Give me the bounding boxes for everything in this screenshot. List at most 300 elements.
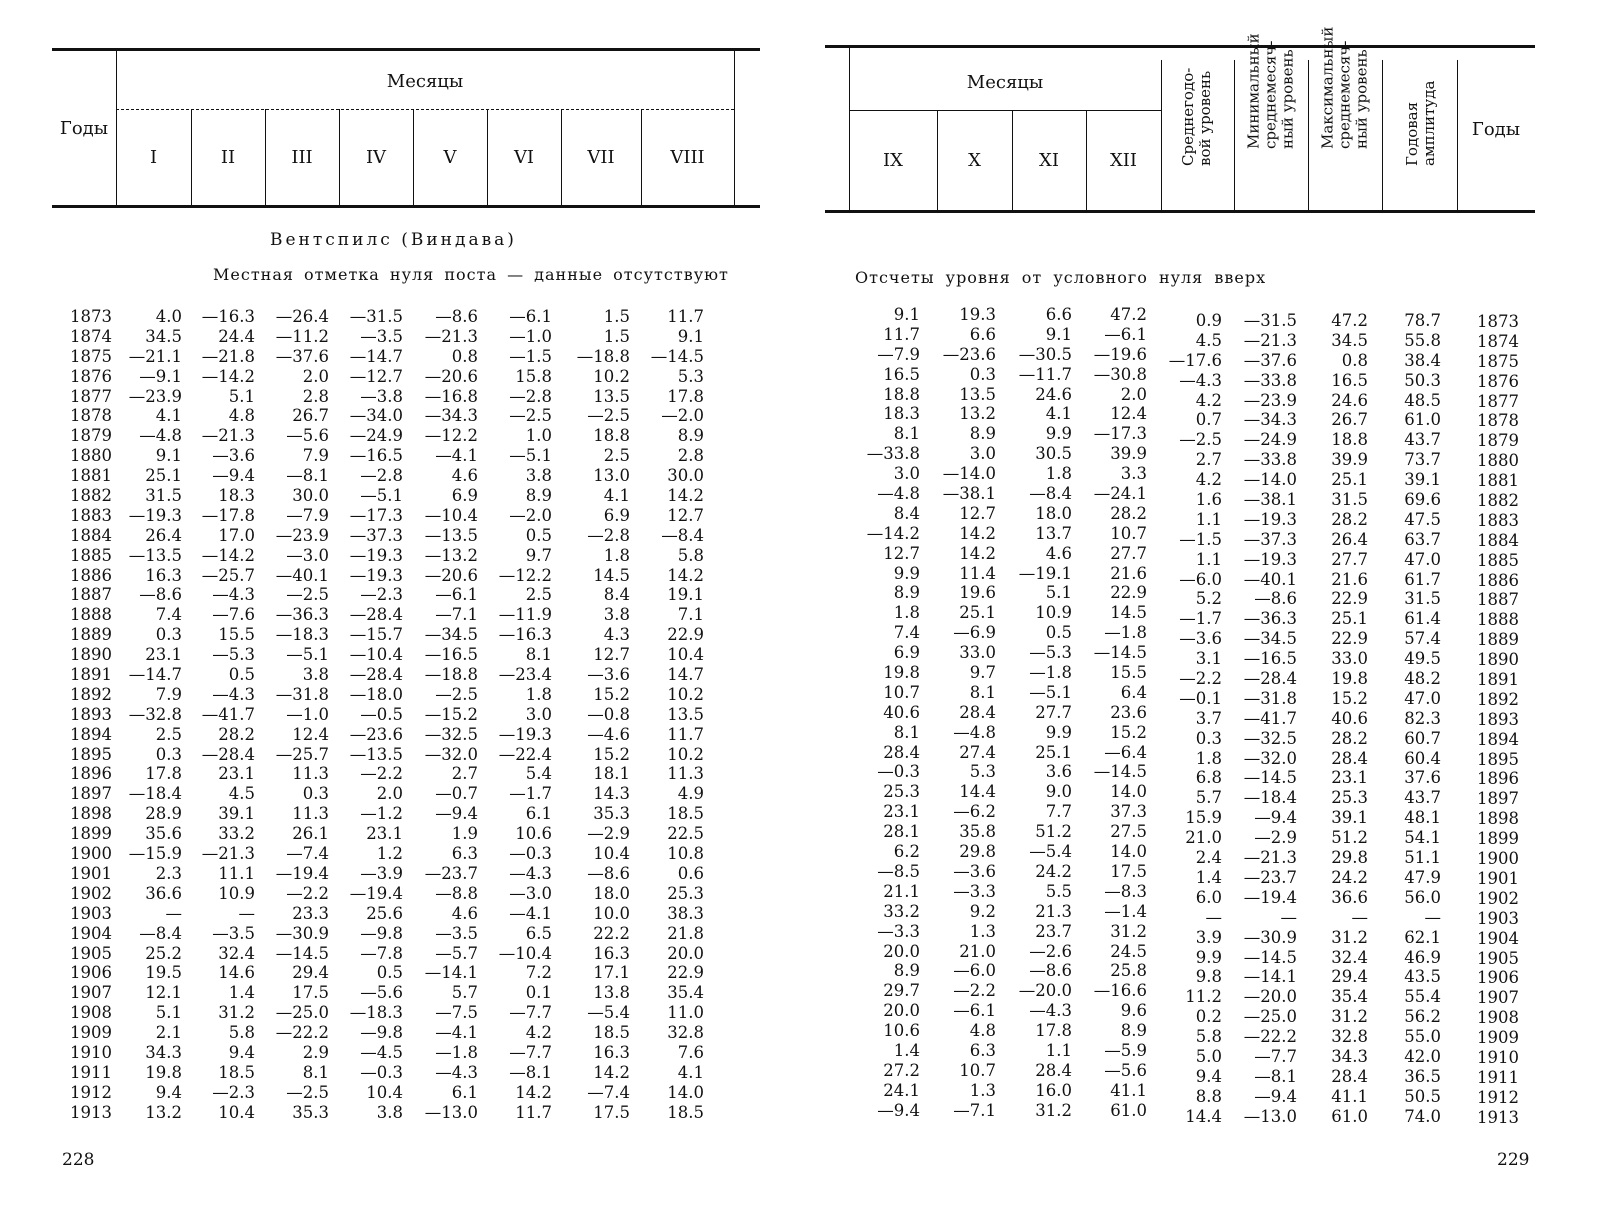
value-cell: 18.3 <box>218 486 255 506</box>
value-cell: —23.9 <box>128 386 182 406</box>
value-cell: 0.2 <box>1195 1007 1222 1027</box>
value-cell: 12.7 <box>593 645 630 665</box>
value-cell: —37.3 <box>1243 529 1297 549</box>
value-cell: 8.1 <box>302 1062 329 1082</box>
value-cell: 60.7 <box>1404 728 1441 748</box>
value-cell: —32.8 <box>128 704 182 724</box>
value-cell: 4.3 <box>603 625 630 645</box>
value-cell: —0.7 <box>435 784 478 804</box>
value-cell: 1.5 <box>603 326 630 346</box>
value-cell: —17.3 <box>1093 424 1147 444</box>
value-cell: —38.1 <box>1243 490 1297 510</box>
table-row <box>70 645 710 665</box>
table-row <box>70 884 710 904</box>
value-cell: 32.8 <box>667 1023 704 1043</box>
value-cell: 26.7 <box>1331 410 1368 430</box>
value-cell: —7.4 <box>286 844 329 864</box>
value-cell: 4.1 <box>677 1062 704 1082</box>
value-cell: —15.2 <box>424 704 478 724</box>
value-cell: 49.5 <box>1404 649 1441 669</box>
value-cell: 10.2 <box>667 744 704 764</box>
value-cell: 9.4 <box>228 1042 255 1062</box>
value-cell: 5.8 <box>228 1023 255 1043</box>
value-cell: —33.8 <box>866 444 920 464</box>
value-cell: —31.5 <box>1243 311 1297 330</box>
table-row <box>850 503 1550 530</box>
value-cell: —5.3 <box>1029 643 1072 663</box>
value-cell: —13.5 <box>349 744 403 764</box>
value-cell: —4.8 <box>953 722 996 742</box>
value-cell: 24.2 <box>1331 867 1368 887</box>
value-cell: —16.5 <box>424 645 478 665</box>
value-cell: —5.3 <box>212 645 255 665</box>
value-cell: 36.6 <box>1331 887 1368 907</box>
value-cell: —7.1 <box>435 605 478 625</box>
value-cell: 5.2 <box>1195 589 1222 609</box>
value-cell: 27.2 <box>883 1060 920 1080</box>
value-cell: 21.8 <box>667 923 704 943</box>
year-cell: 1885 <box>1477 550 1519 570</box>
value-cell: 1.5 <box>603 307 630 326</box>
value-cell: 7.4 <box>893 623 920 643</box>
value-cell: 5.4 <box>525 764 552 784</box>
table-row <box>70 764 710 784</box>
value-cell: 1.9 <box>451 824 478 844</box>
month-header-VI: VI <box>513 146 535 168</box>
amplitude-header: Годовая амплитуда <box>1403 80 1438 166</box>
value-cell: 23.3 <box>292 903 329 923</box>
table-row <box>70 725 710 745</box>
value-cell: —7.5 <box>435 1003 478 1023</box>
value-cell: 11.3 <box>667 764 704 784</box>
value-cell: 25.1 <box>145 466 182 486</box>
value-cell: —19.3 <box>1243 549 1297 569</box>
table-row <box>70 546 710 566</box>
value-cell: 0.5 <box>376 963 403 983</box>
value-cell: 24.2 <box>1035 861 1072 881</box>
value-cell: 11.7 <box>883 324 920 344</box>
value-cell: 15.2 <box>593 684 630 704</box>
value-cell: 5.1 <box>228 386 255 406</box>
value-cell: 43.5 <box>1404 967 1441 987</box>
year-cell: 1911 <box>70 1062 112 1082</box>
value-cell: 18.8 <box>883 384 920 404</box>
value-cell: 14.0 <box>667 1082 704 1102</box>
value-cell: 2.0 <box>1120 384 1147 404</box>
value-cell: 13.5 <box>667 704 704 724</box>
value-cell: —6.1 <box>953 1001 996 1021</box>
value-cell: —28.4 <box>349 605 403 625</box>
year-cell: 1890 <box>1477 650 1519 670</box>
month-header-III: III <box>291 146 313 168</box>
value-cell: —23.4 <box>498 665 552 685</box>
value-cell: 9.4 <box>155 1082 182 1102</box>
value-cell: 24.5 <box>1110 941 1147 961</box>
value-cell: 12.7 <box>959 503 996 523</box>
value-cell: —6.1 <box>1104 324 1147 344</box>
year-cell: 1909 <box>70 1023 112 1043</box>
value-cell: 5.8 <box>1195 1027 1222 1047</box>
value-cell: 28.2 <box>1331 728 1368 748</box>
value-cell: 54.1 <box>1404 828 1441 848</box>
value-cell: —18.8 <box>576 346 630 366</box>
value-cell: 8.4 <box>603 585 630 605</box>
value-cell: —7.7 <box>509 1003 552 1023</box>
table-row <box>70 1083 710 1103</box>
year-cell: 1902 <box>70 883 112 903</box>
value-cell: —3.6 <box>1179 629 1222 649</box>
value-cell: 14.2 <box>593 1062 630 1082</box>
table-row <box>70 804 710 824</box>
value-cell: —15.9 <box>128 844 182 864</box>
value-cell: —21.3 <box>1243 330 1297 350</box>
value-cell: 10.6 <box>515 824 552 844</box>
value-cell: —8.1 <box>286 466 329 486</box>
value-cell: 14.5 <box>593 565 630 585</box>
value-cell: —18.4 <box>1243 788 1297 808</box>
year-cell: 1881 <box>70 466 112 486</box>
value-cell: 55.8 <box>1404 330 1441 350</box>
value-cell: —14.5 <box>1093 643 1147 663</box>
value-cell: 73.7 <box>1404 450 1441 470</box>
value-cell: —5.6 <box>1104 1060 1147 1080</box>
table-row <box>850 1001 1550 1028</box>
value-cell: 2.9 <box>302 1042 329 1062</box>
value-cell: —17.8 <box>201 505 255 525</box>
value-cell: 11.1 <box>218 863 255 883</box>
value-cell: —8.6 <box>139 585 182 605</box>
value-cell: 0.1 <box>525 983 552 1003</box>
value-cell: —4.5 <box>360 1042 403 1062</box>
year-cell: 1905 <box>1477 948 1519 968</box>
value-cell: 23.1 <box>883 802 920 822</box>
value-cell: 1.1 <box>1195 549 1222 569</box>
value-cell: —5.1 <box>1029 682 1072 702</box>
value-cell: —34.5 <box>424 625 478 645</box>
min-level-header: Минимальный среднемесяч- ный уровень <box>1244 33 1297 149</box>
value-cell: —19.3 <box>349 545 403 565</box>
table-row <box>70 705 710 725</box>
value-cell: 2.7 <box>451 764 478 784</box>
value-cell: 36.6 <box>145 883 182 903</box>
value-cell: 6.3 <box>451 844 478 864</box>
value-cell: 2.0 <box>302 366 329 386</box>
year-cell: 1876 <box>70 366 112 386</box>
year-cell: 1898 <box>1477 809 1519 829</box>
value-cell: —8.8 <box>435 883 478 903</box>
value-cell: —12.2 <box>424 426 478 446</box>
value-cell: —22.2 <box>1243 1027 1297 1047</box>
value-cell: 4.1 <box>1045 404 1072 424</box>
value-cell: 14.3 <box>593 784 630 804</box>
value-cell: —9.8 <box>360 923 403 943</box>
months-header: Месяцы <box>386 71 464 92</box>
value-cell: —3.8 <box>360 386 403 406</box>
value-cell: 0.3 <box>302 784 329 804</box>
value-cell: 35.3 <box>593 804 630 824</box>
year-cell: 1878 <box>70 406 112 426</box>
value-cell: —17.6 <box>1168 350 1222 370</box>
value-cell: —19.4 <box>349 883 403 903</box>
value-cell: —26.4 <box>275 307 329 326</box>
year-cell: 1883 <box>1477 510 1519 530</box>
value-cell: —23.9 <box>275 525 329 545</box>
max-level-header: Максимальный среднемесяч- ный уровень <box>1318 26 1371 149</box>
year-cell: 1876 <box>1477 371 1519 391</box>
value-cell: 20.0 <box>883 1001 920 1021</box>
table-row <box>70 1063 710 1083</box>
value-cell: 23.6 <box>1110 702 1147 722</box>
value-cell: —10.4 <box>424 505 478 525</box>
value-cell: —25.7 <box>201 565 255 585</box>
value-cell: 19.3 <box>959 305 996 324</box>
value-cell: —8.4 <box>139 923 182 943</box>
value-cell: 18.1 <box>593 764 630 784</box>
year-cell: 1886 <box>1477 570 1519 590</box>
value-cell: 21.1 <box>883 881 920 901</box>
value-cell: 8.1 <box>525 645 552 665</box>
value-cell: —3.9 <box>360 863 403 883</box>
year-cell: 1908 <box>70 1003 112 1023</box>
value-cell: —14.5 <box>275 943 329 963</box>
value-cell: 21.3 <box>1035 901 1072 921</box>
value-cell: —11.7 <box>1018 364 1072 384</box>
value-cell: 23.1 <box>218 764 255 784</box>
value-cell: 15.2 <box>593 744 630 764</box>
year-cell: 1881 <box>1477 471 1519 491</box>
value-cell: 14.4 <box>1185 1106 1222 1126</box>
value-cell: —34.3 <box>424 406 478 426</box>
table-row <box>850 1021 1550 1048</box>
value-cell: 9.9 <box>1195 947 1222 967</box>
value-cell: 28.9 <box>145 804 182 824</box>
value-cell: —23.6 <box>942 344 996 364</box>
value-cell: 4.2 <box>1195 470 1222 490</box>
value-cell: 24.4 <box>218 326 255 346</box>
table-row <box>850 981 1550 1008</box>
value-cell: 18.5 <box>667 804 704 824</box>
value-cell: —4.3 <box>1179 370 1222 390</box>
table-row <box>70 1043 710 1063</box>
value-cell: 22.9 <box>667 963 704 983</box>
value-cell: —9.4 <box>1254 808 1297 828</box>
value-cell: —14.2 <box>201 366 255 386</box>
value-cell: —36.3 <box>1243 609 1297 629</box>
value-cell: 39.1 <box>1404 470 1441 490</box>
value-cell: 3.1 <box>1195 649 1222 669</box>
value-cell: 6.1 <box>451 1082 478 1102</box>
value-cell: —14.2 <box>201 545 255 565</box>
value-cell: 9.6 <box>1120 1001 1147 1021</box>
value-cell: 28.4 <box>1331 1066 1368 1086</box>
year-cell: 1886 <box>70 565 112 585</box>
page-number: 228 <box>62 1150 95 1170</box>
value-cell: 40.6 <box>883 702 920 722</box>
table-row <box>850 484 1550 511</box>
year-cell: 1892 <box>1477 689 1519 709</box>
table-row <box>850 742 1550 769</box>
value-cell: —2.5 <box>435 684 478 704</box>
value-cell: 28.4 <box>1035 1060 1072 1080</box>
value-cell: —14.5 <box>650 346 704 366</box>
value-cell: 21.0 <box>1185 828 1222 848</box>
value-cell: 7.7 <box>1045 802 1072 822</box>
value-cell: —16.5 <box>349 446 403 466</box>
value-cell: 35.4 <box>1331 987 1368 1007</box>
value-cell: —21.3 <box>201 426 255 446</box>
value-cell: 34.3 <box>145 1042 182 1062</box>
value-cell: 2.3 <box>155 863 182 883</box>
value-cell: 29.4 <box>292 963 329 983</box>
value-cell: 10.2 <box>593 366 630 386</box>
value-cell: —9.4 <box>877 1100 920 1120</box>
value-cell: 25.1 <box>1331 470 1368 490</box>
value-cell: —3.5 <box>435 923 478 943</box>
value-cell: 38.4 <box>1404 350 1441 370</box>
value-cell: 6.2 <box>893 842 920 862</box>
value-cell: —21.8 <box>201 346 255 366</box>
year-cell: 1879 <box>1477 431 1519 451</box>
value-cell: 25.8 <box>1110 961 1147 981</box>
value-cell: 11.4 <box>959 563 996 583</box>
value-cell: —0.8 <box>587 704 630 724</box>
value-cell: —34.0 <box>349 406 403 426</box>
value-cell: 38.3 <box>667 903 704 923</box>
value-cell: 10.4 <box>667 645 704 665</box>
month-header-VII: VII <box>587 146 615 168</box>
value-cell: 17.8 <box>1035 1021 1072 1041</box>
year-cell: 1873 <box>1477 312 1519 331</box>
table-row <box>850 424 1550 451</box>
table-row <box>70 864 710 884</box>
value-cell: —5.4 <box>587 1003 630 1023</box>
value-cell: 61.7 <box>1404 569 1441 589</box>
value-cell: —4.3 <box>212 585 255 605</box>
table-row <box>850 762 1550 789</box>
value-cell: —20.6 <box>424 565 478 585</box>
value-cell: 28.4 <box>959 702 996 722</box>
year-cell: 1907 <box>70 983 112 1003</box>
value-cell: —1.7 <box>1179 609 1222 629</box>
value-cell: —2.5 <box>1179 430 1222 450</box>
value-cell: —2.2 <box>1179 669 1222 689</box>
value-cell: 10.9 <box>1035 603 1072 623</box>
value-cell: 22.9 <box>1110 583 1147 603</box>
value-cell: —7.9 <box>877 344 920 364</box>
year-cell: 1911 <box>1477 1067 1519 1087</box>
value-cell: —21.3 <box>1243 848 1297 868</box>
left-table-header <box>52 48 760 208</box>
month-header-I: I <box>149 146 158 168</box>
value-cell: 17.8 <box>145 764 182 784</box>
value-cell: —34.3 <box>1243 410 1297 430</box>
value-cell: 19.1 <box>667 585 704 605</box>
year-cell: 1880 <box>70 446 112 466</box>
value-cell: 28.4 <box>883 742 920 762</box>
value-cell: 1.8 <box>1195 748 1222 768</box>
value-cell: 14.7 <box>667 665 704 685</box>
value-cell: —6.1 <box>509 307 552 326</box>
value-cell: 31.5 <box>1404 589 1441 609</box>
value-cell: —1.8 <box>1104 623 1147 643</box>
value-cell: —28.4 <box>349 665 403 685</box>
year-cell: 1882 <box>70 486 112 506</box>
value-cell: 9.8 <box>1195 967 1222 987</box>
value-cell: 63.7 <box>1404 529 1441 549</box>
value-cell: 24.6 <box>1035 384 1072 404</box>
table-row <box>70 446 710 466</box>
value-cell: 10.4 <box>593 844 630 864</box>
value-cell: 3.8 <box>302 665 329 685</box>
value-cell: 15.9 <box>1185 808 1222 828</box>
value-cell: —8.6 <box>587 863 630 883</box>
value-cell: 26.4 <box>1331 529 1368 549</box>
value-cell: 8.9 <box>525 486 552 506</box>
year-cell: 1890 <box>70 645 112 665</box>
value-cell: 11.0 <box>667 1003 704 1023</box>
value-cell: 51.2 <box>1035 822 1072 842</box>
value-cell: —14.7 <box>128 665 182 685</box>
value-cell: —6.2 <box>953 802 996 822</box>
year-cell: 1883 <box>70 505 112 525</box>
value-cell: —3.5 <box>360 326 403 346</box>
value-cell: —16.5 <box>1243 649 1297 669</box>
value-cell: 13.5 <box>959 384 996 404</box>
value-cell: 1.4 <box>893 1040 920 1060</box>
value-cell: —7.9 <box>286 505 329 525</box>
table-row <box>850 543 1550 570</box>
value-cell: 14.2 <box>515 1082 552 1102</box>
value-cell: —5.1 <box>360 486 403 506</box>
year-cell: 1887 <box>1477 590 1519 610</box>
value-cell: —1.7 <box>509 784 552 804</box>
value-cell: 2.1 <box>155 1023 182 1043</box>
value-cell: 9.9 <box>893 563 920 583</box>
table-row <box>850 603 1550 630</box>
value-cell: —31.8 <box>275 684 329 704</box>
table-row <box>850 1060 1550 1087</box>
value-cell: 9.0 <box>1045 782 1072 802</box>
value-cell: —33.8 <box>1243 450 1297 470</box>
value-cell: —1.0 <box>286 704 329 724</box>
value-cell: 10.8 <box>667 844 704 864</box>
value-cell: —25.0 <box>275 1003 329 1023</box>
value-cell: 2.8 <box>302 386 329 406</box>
value-cell: —13.0 <box>1243 1106 1297 1126</box>
table-row <box>850 782 1550 809</box>
value-cell: —2.9 <box>587 824 630 844</box>
value-cell: 25.2 <box>145 943 182 963</box>
value-cell: 27.7 <box>1331 549 1368 569</box>
value-cell: — <box>1280 907 1297 927</box>
value-cell: 0.6 <box>677 863 704 883</box>
value-cell: —13.5 <box>128 545 182 565</box>
value-cell: —30.5 <box>1018 344 1072 364</box>
value-cell: —4.1 <box>435 446 478 466</box>
value-cell: 6.6 <box>969 324 996 344</box>
value-cell: 32.4 <box>218 943 255 963</box>
value-cell: —38.1 <box>942 484 996 504</box>
value-cell: —18.8 <box>424 665 478 685</box>
value-cell: —0.3 <box>360 1062 403 1082</box>
value-cell: 7.9 <box>302 446 329 466</box>
value-cell: —21.3 <box>424 326 478 346</box>
value-cell: — <box>238 903 255 923</box>
value-cell: 28.1 <box>883 822 920 842</box>
value-cell: —14.7 <box>349 346 403 366</box>
value-cell: 22.5 <box>667 824 704 844</box>
value-cell: —8.1 <box>509 1062 552 1082</box>
